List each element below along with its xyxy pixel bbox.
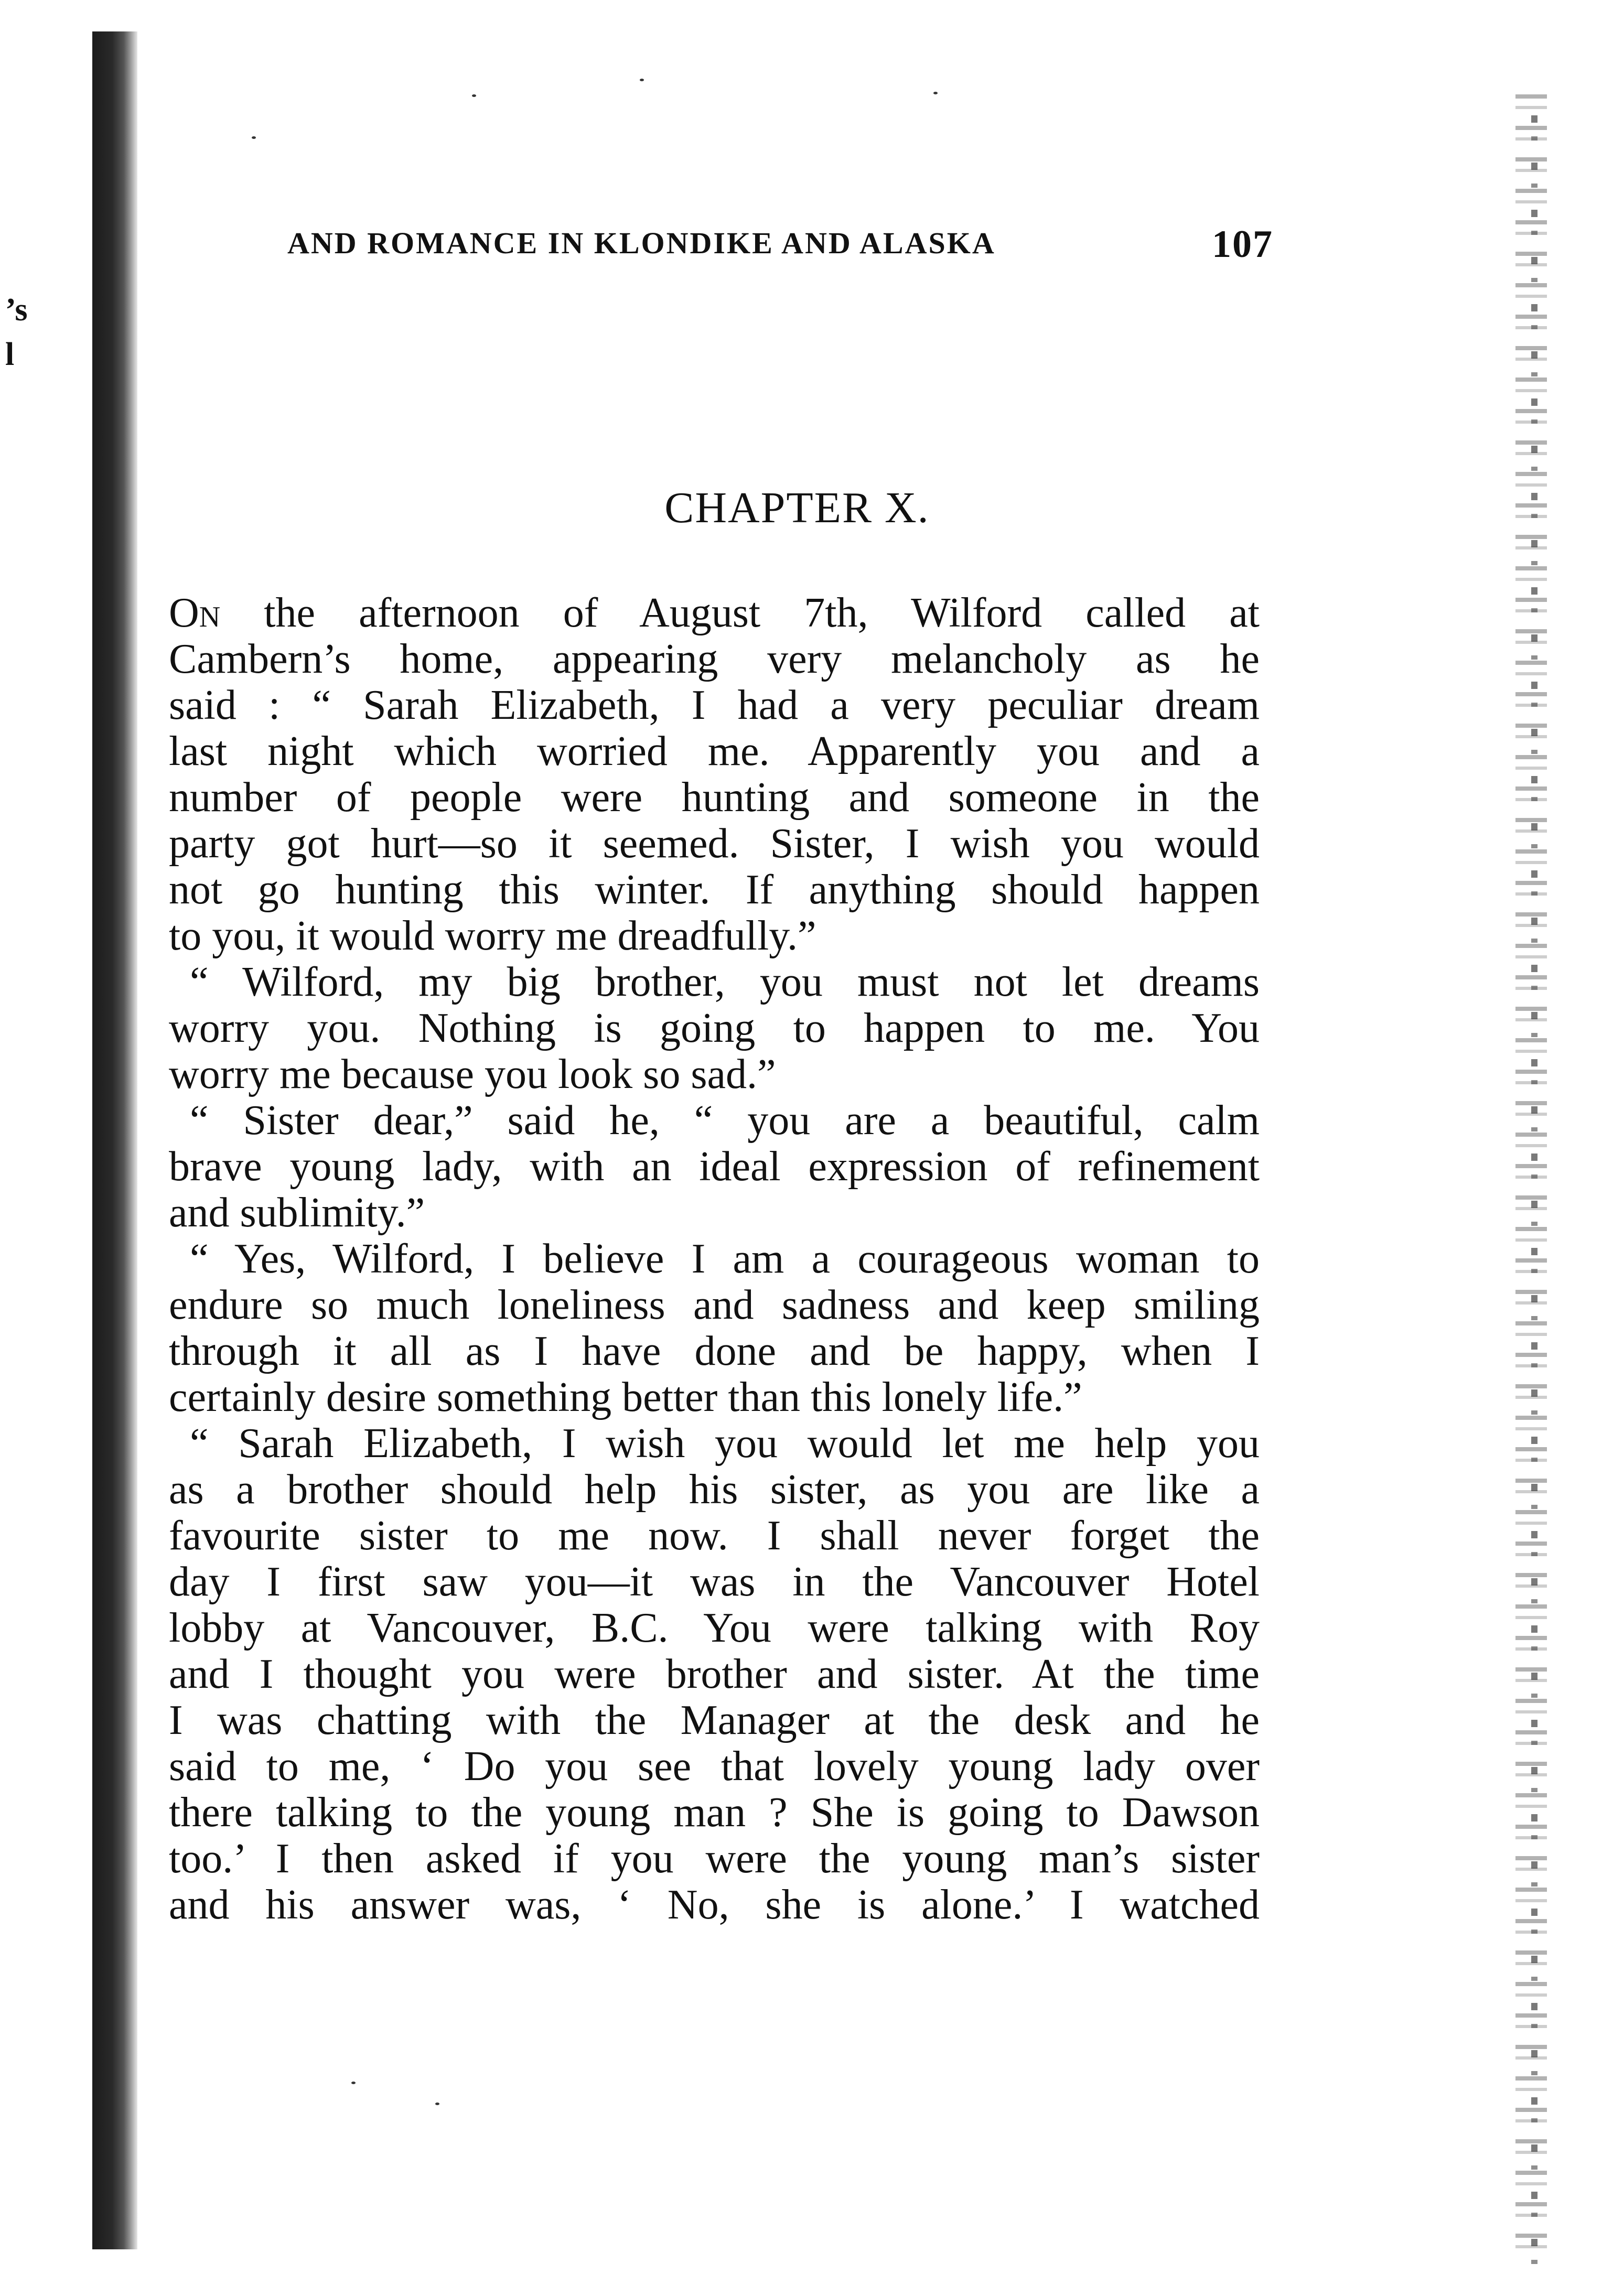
text-line: there talking to the young man ? She is going to Dawson: [169, 1790, 1260, 1836]
text-line: favourite sister to me now. I shall never forget the: [169, 1513, 1260, 1559]
text-line: endure so much loneliness and sadness and keep smiling: [169, 1282, 1260, 1328]
text-line: to you, it would worry me dreadfully.”: [169, 913, 816, 959]
scan-artifact-streak: [1531, 115, 1538, 2265]
text-line: Cambern’s home, appearing very melancholy as he: [169, 636, 1260, 682]
margin-fragment: l: [5, 337, 15, 372]
text-line: party got hurt—so it seemed. Sister, I wish you would: [169, 821, 1260, 867]
text-line: “ Wilford, my big brother, you must not let dreams: [190, 959, 1260, 1005]
text-line: day I first saw you—it was in the Vancouver Hotel: [169, 1559, 1260, 1605]
text-line: as a brother should help his sister, as you are like a: [169, 1467, 1260, 1513]
text-line: and sublimity.”: [169, 1190, 425, 1236]
text-line: not go hunting this winter. If anything should happen: [169, 867, 1260, 913]
text-line: worry you. Nothing is going to happen to me. You: [169, 1005, 1260, 1051]
text-line: “ Yes, Wilford, I believe I am a courageous woman to: [190, 1236, 1260, 1282]
text-line: said to me, ‘ Do you see that lovely young lady over: [169, 1743, 1260, 1790]
text-line: “ Sister dear,” said he, “ you are a beautiful, calm: [190, 1097, 1260, 1144]
text-line: On the afternoon of August 7th, Wilford called at: [169, 590, 1260, 636]
chapter-heading: CHAPTER X.: [664, 483, 930, 532]
running-head-title: AND ROMANCE IN KLONDIKE AND ALASKA: [287, 226, 996, 260]
margin-fragment: ’s: [5, 292, 28, 328]
page-number: 107: [1212, 223, 1273, 266]
text-line: lobby at Vancouver, B.C. You were talking with Roy: [169, 1605, 1260, 1651]
scan-speck: [435, 2103, 439, 2105]
scan-speck: [351, 2082, 356, 2084]
text-line: said : “ Sarah Elizabeth, I had a very peculiar dream: [169, 682, 1260, 728]
text-line: and his answer was, ‘ No, she is alone.’ I watched: [169, 1882, 1260, 1928]
scan-speck: [640, 79, 644, 81]
opening-word: On: [169, 590, 221, 636]
text-line: last night which worried me. Apparently you and a: [169, 728, 1260, 774]
book-binding-edge: [92, 31, 137, 2249]
body-text: [169, 590, 1260, 1928]
text-line: through it all as I have done and be happy, when I: [169, 1328, 1260, 1374]
text-line: certainly desire something better than this lonely life.”: [169, 1374, 1082, 1420]
text-line: brave young lady, with an ideal expression of refinement: [169, 1144, 1260, 1190]
scan-speck: [472, 94, 476, 97]
text-line: too.’ I then asked if you were the young man’s sister: [169, 1836, 1260, 1882]
text-line: number of people were hunting and someone in the: [169, 774, 1260, 821]
text-line: and I thought you were brother and sister. At the time: [169, 1651, 1260, 1697]
scan-speck: [252, 136, 256, 139]
scan-speck: [933, 92, 938, 94]
text-line: “ Sarah Elizabeth, I wish you would let me help you: [190, 1420, 1260, 1467]
text-line: I was chatting with the Manager at the desk and he: [169, 1697, 1260, 1743]
running-head: [287, 225, 1273, 267]
text-line: worry me because you look so sad.”: [169, 1051, 776, 1097]
